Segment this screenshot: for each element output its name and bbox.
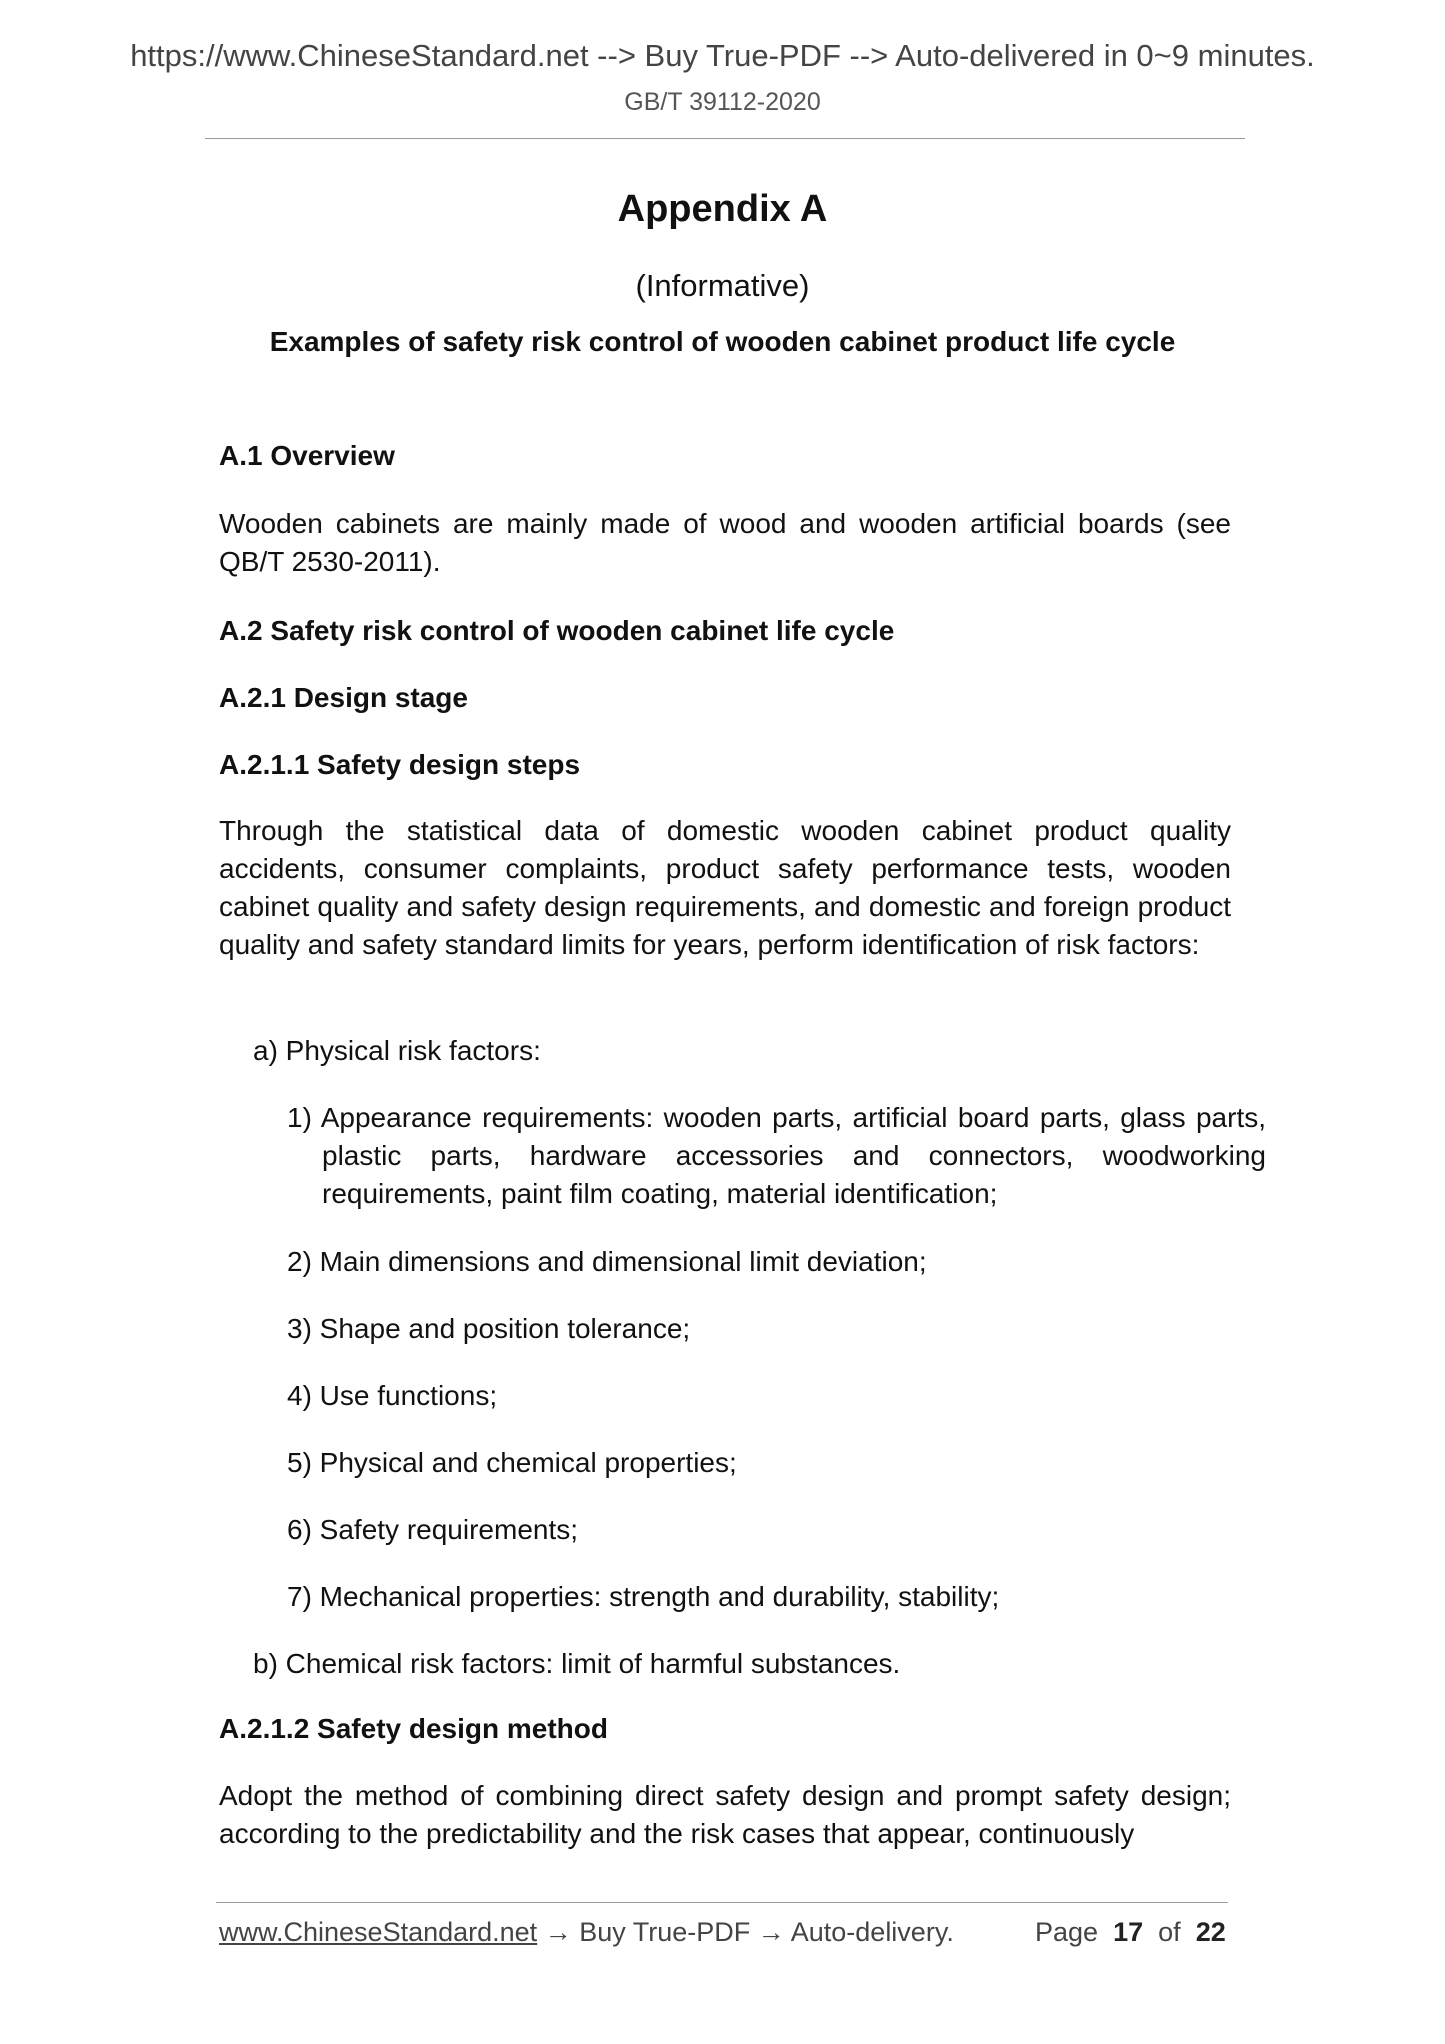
section-a212-text: Adopt the method of combining direct safety design and prompt safety design; according to the predictability and the risk cases that appear, continuously — [219, 1780, 1231, 1849]
section-a211-text: Through the statistical data of domestic wooden cabinet product quality accidents, consumer complaints, product safety performance tests, wooden cabinet quality and safety design requirements, and domestic and foreign product quality and safety standard limits for years, perform identification of risk factors: — [219, 815, 1231, 960]
list-item-a2: 2) Main dimensions and dimensional limit deviation; — [287, 1246, 927, 1277]
section-a2-heading: A.2 Safety risk control of wooden cabinet life cycle — [219, 615, 895, 646]
page-of: of — [1158, 1917, 1181, 1947]
section-a21-heading: A.2.1 Design stage — [219, 682, 468, 713]
footer-divider — [216, 1902, 1228, 1903]
appendix-title: Appendix A — [617, 188, 828, 230]
section-a1-heading: A.1 Overview — [219, 440, 395, 471]
footer-link[interactable]: www.ChineseStandard.net — [219, 1917, 538, 1947]
list-item-a6: 6) Safety requirements; — [287, 1514, 579, 1545]
page-label: Page — [1035, 1917, 1099, 1947]
page-current: 17 — [1113, 1917, 1144, 1947]
footer-promo — [219, 1917, 954, 1948]
document-number: GB/T 39112-2020 — [624, 88, 821, 116]
page-number — [1035, 1917, 1226, 1948]
list-item-a5: 5) Physical and chemical properties; — [287, 1447, 737, 1478]
list-item-a: a) Physical risk factors: — [253, 1035, 541, 1066]
list-item-a4: 4) Use functions; — [287, 1380, 498, 1411]
list-item-b: b) Chemical risk factors: limit of harmful substances. — [253, 1648, 901, 1679]
footer-promo-text: → Buy True-PDF → Auto-delivery. — [537, 1917, 954, 1947]
appendix-subtitle: Examples of safety risk control of wooden cabinet product life cycle — [269, 326, 1176, 357]
section-a1-text: Wooden cabinets are mainly made of wood and wooden artificial boards (see QB/T 2530-2011). — [219, 508, 1231, 577]
list-item-a1: 1) Appearance requirements: wooden parts, artificial board parts, glass parts, plastic parts, hardware accessories and connectors, woodworking requirements, paint film coating, material identification; — [287, 1102, 1266, 1209]
section-a211-heading: A.2.1.1 Safety design steps — [219, 749, 581, 780]
section-a212-heading: A.2.1.2 Safety design method — [219, 1713, 608, 1744]
page-total: 22 — [1195, 1917, 1226, 1947]
informative-label: (Informative) — [635, 268, 810, 303]
header-banner: https://www.ChineseStandard.net --> Buy True-PDF --> Auto-delivered in 0~9 minutes. — [130, 38, 1315, 73]
header-divider — [205, 138, 1245, 139]
list-item-a7: 7) Mechanical properties: strength and durability, stability; — [287, 1581, 1000, 1612]
list-item-a3: 3) Shape and position tolerance; — [287, 1313, 691, 1344]
